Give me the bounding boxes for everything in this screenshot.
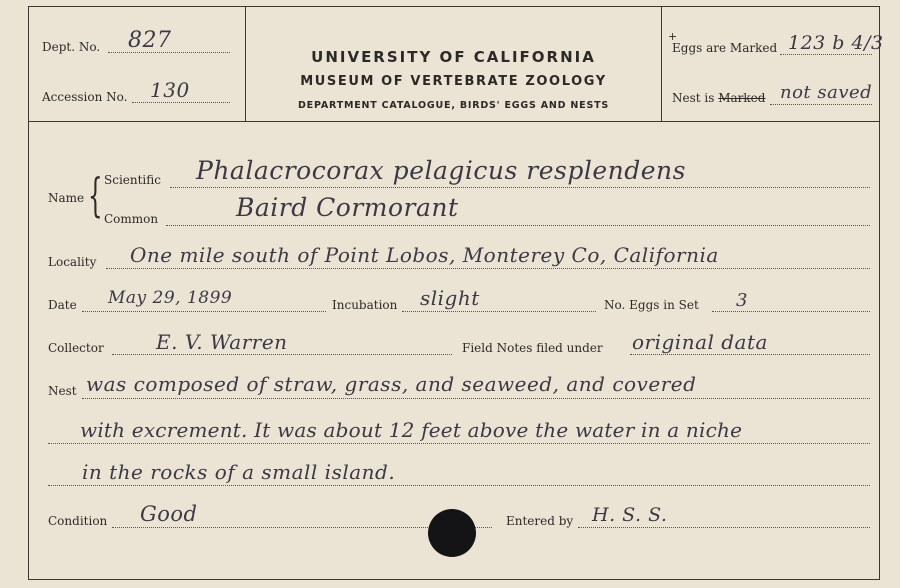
nest-status-value: not saved	[780, 82, 873, 103]
date-line	[82, 311, 326, 312]
accession-line	[132, 102, 230, 103]
nest-text-line-3: in the rocks of a small island.	[82, 460, 396, 484]
name-label: Name	[48, 191, 85, 205]
locality-line	[106, 268, 870, 269]
dept-accession-box	[28, 6, 246, 122]
nest-is-prefix: Nest is	[672, 91, 715, 105]
accession-value: 130	[150, 78, 190, 102]
dept-label: Dept. No.	[42, 40, 101, 54]
field-notes-label: Field Notes filed under	[462, 341, 603, 355]
museum-title: MUSEUM OF VERTEBRATE ZOOLOGY	[300, 74, 607, 89]
eggs-in-set-line	[712, 311, 870, 312]
incubation-value: slight	[420, 286, 480, 310]
catalogue-subtitle: DEPARTMENT CATALOGUE, BIRDS' EGGS AND NESTS	[297, 100, 610, 111]
entered-by-label: Entered by	[506, 514, 574, 528]
eggs-in-set-label: No. Eggs in Set	[604, 298, 699, 312]
nest-is-struck: Marked	[718, 91, 766, 105]
scientific-label: Scientific	[104, 173, 161, 187]
field-notes-value: original data	[632, 330, 768, 354]
institution-title: UNIVERSITY OF CALIFORNIA	[311, 48, 596, 66]
eggs-in-set-value: 3	[736, 290, 748, 311]
entered-by-value: H. S. S.	[592, 504, 668, 526]
eggs-marked-line	[780, 54, 872, 55]
header-divider	[28, 121, 880, 122]
collector-line	[112, 354, 452, 355]
nest-line-2	[48, 443, 870, 444]
nest-is-label	[672, 91, 765, 105]
condition-label: Condition	[48, 514, 108, 528]
nest-line-1	[82, 398, 870, 399]
incubation-line	[402, 311, 596, 312]
dept-value: 827	[128, 28, 172, 53]
punch-hole	[428, 509, 476, 557]
name-brace: {	[88, 168, 103, 222]
scientific-line	[170, 187, 870, 188]
date-value: May 29, 1899	[108, 288, 233, 308]
condition-value: Good	[140, 502, 198, 526]
nest-text-line-1: was composed of straw, grass, and seaweed, and covered	[86, 372, 697, 396]
locality-value: One mile south of Point Lobos, Monterey Co, California	[130, 243, 719, 267]
common-line	[166, 225, 870, 226]
eggs-marked-label: Eggs are Marked	[672, 41, 778, 55]
field-notes-line	[630, 354, 870, 355]
eggs-plus-mark: +	[668, 30, 678, 43]
date-label: Date	[48, 298, 77, 312]
accession-label: Accession No.	[42, 90, 128, 104]
common-label: Common	[104, 212, 159, 226]
nest-status-line	[770, 104, 872, 105]
entered-by-line	[578, 527, 870, 528]
incubation-label: Incubation	[332, 298, 398, 312]
nest-text-line-2: with excrement. It was about 12 feet above the water in a niche	[80, 418, 743, 442]
collector-value: E. V. Warren	[156, 330, 288, 354]
scientific-value: Phalacrocorax pelagicus resplendens	[196, 156, 686, 185]
collector-label: Collector	[48, 341, 104, 355]
nest-label: Nest	[48, 384, 77, 398]
locality-label: Locality	[48, 255, 97, 269]
eggs-marked-value: 123 b 4/3	[788, 32, 884, 54]
nest-line-3	[48, 485, 870, 486]
common-value: Baird Cormorant	[236, 193, 459, 222]
